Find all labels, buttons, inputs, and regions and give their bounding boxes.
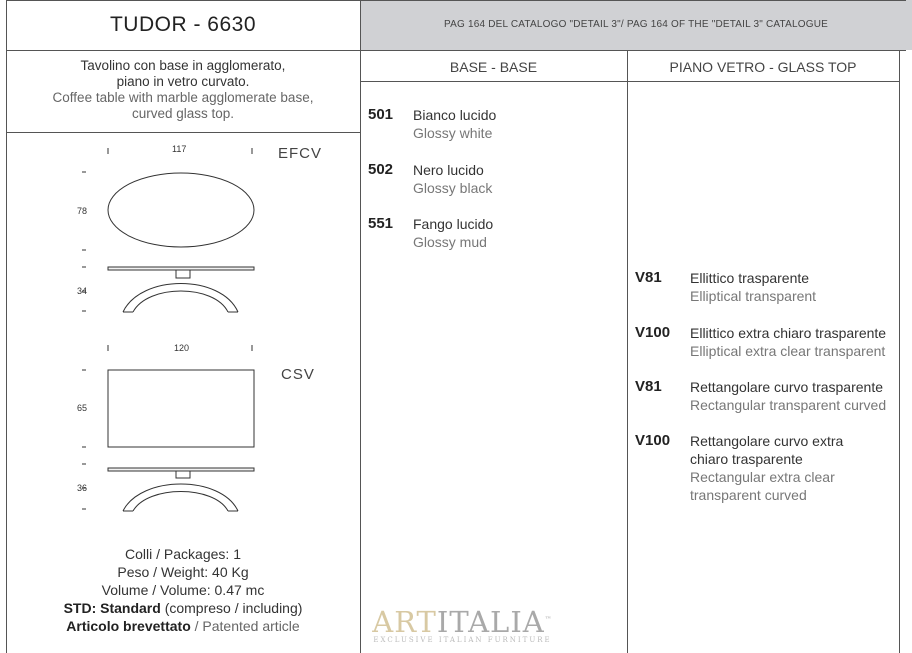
glass-top-en: Elliptical extra clear transparent [690, 343, 886, 359]
glass-top-it: Ellittico extra chiaro trasparente [690, 325, 887, 341]
glass-top-it: chiaro trasparente [690, 451, 803, 467]
glass-top-en: Rectangular transparent curved [690, 397, 887, 413]
description-en-line2: curved glass top. [131, 106, 235, 121]
product-description [6, 58, 360, 122]
volume-line: Volume / Volume: 0.47 mc [101, 582, 265, 598]
description-it-line2: piano in vetro curvato. [116, 74, 250, 89]
glass-top-code: V100 [635, 324, 671, 341]
glass-top-it: Rettangolare curvo extra [690, 433, 844, 449]
csv-variant-label: CSV [281, 366, 315, 383]
efcv-depth-label: 78 [77, 206, 88, 216]
description-en-line1: Coffee table with marble agglomerate base, [52, 90, 314, 105]
glass-top-code: V81 [635, 378, 662, 395]
weight-line: Peso / Weight: 40 Kg [117, 564, 249, 580]
base-finish-it: Bianco lucido [413, 107, 497, 123]
product-info [6, 545, 360, 635]
efcv-width-label: 117 [172, 144, 187, 154]
logo-wordmark [355, 605, 570, 639]
csv-technical-drawing [6, 335, 360, 525]
glass-top-it: Ellittico trasparente [690, 270, 810, 286]
base-finish-en: Glossy white [413, 125, 493, 141]
patent-line: Articolo brevettato / Patented article [66, 618, 300, 634]
csv-height-label: 36 [77, 483, 88, 493]
base-finish-en: Glossy mud [413, 234, 487, 250]
catalogue-reference: PAG 164 DEL CATALOGO "DETAIL 3"/ PAG 164 OF THE "DETAIL 3" CATALOGUE [443, 19, 829, 30]
column-header-glass-top: PIANO VETRO - GLASS TOP [669, 59, 857, 75]
efcv-variant-label: EFCV [278, 145, 323, 162]
glass-top-en: transparent curved [690, 487, 807, 503]
csv-depth-label: 65 [77, 403, 88, 413]
description-border [6, 132, 360, 133]
base-finish-code: 551 [368, 215, 394, 232]
logo-italia: ITALIA [436, 605, 545, 639]
column-header-border [360, 81, 900, 82]
base-finish-it: Fango lucido [413, 216, 494, 232]
logo-tagline: EXCLUSIVE ITALIAN FURNITURE [373, 636, 552, 644]
efcv-technical-drawing [6, 134, 360, 334]
std-line: STD: Standard (compreso / including) [63, 600, 303, 616]
column-header-base: BASE - BASE [449, 59, 538, 75]
artitalia-logo [355, 605, 570, 644]
glass-top-it: Rettangolare curvo trasparente [690, 379, 883, 395]
description-it-line1: Tavolino con base in agglomerato, [80, 58, 286, 73]
glass-top-code: V100 [635, 432, 671, 449]
logo-art: ART [372, 605, 437, 639]
logo-tm: ™ [544, 615, 553, 624]
base-finish-it: Nero lucido [413, 162, 484, 178]
packages-line: Colli / Packages: 1 [125, 546, 241, 562]
base-finish-en: Glossy black [413, 180, 493, 196]
top-border [6, 0, 906, 1]
csv-width-label: 120 [174, 343, 190, 353]
right-border [899, 50, 900, 653]
glass-top-en: Elliptical transparent [690, 288, 817, 304]
divider-columns [627, 50, 628, 653]
divider-main [360, 0, 361, 653]
product-title: TUDOR - 6630 [109, 13, 257, 36]
header-bottom-border [6, 50, 906, 51]
efcv-height-label: 34 [77, 286, 88, 296]
glass-top-en: Rectangular extra clear [690, 469, 835, 485]
glass-top-code: V81 [635, 269, 662, 286]
base-finish-code: 501 [368, 106, 394, 123]
base-finish-code: 502 [368, 161, 394, 178]
